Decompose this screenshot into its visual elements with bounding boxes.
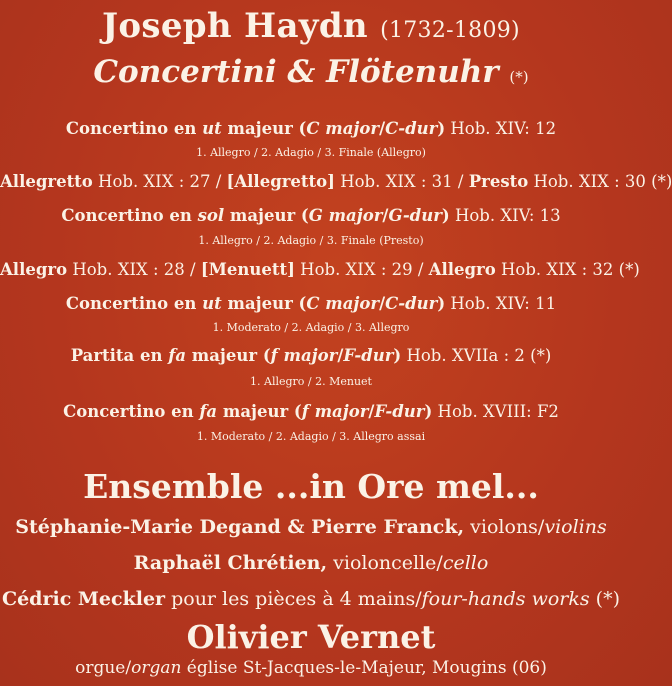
piece-title: Allegretto <box>0 172 93 191</box>
hoboken-number: Hob. XIX : 28 / <box>67 260 201 279</box>
work-title-cont: majeur ( <box>224 206 309 225</box>
work-title-cont: majeur ( <box>221 119 307 138</box>
work-title: Concertino en <box>65 294 203 313</box>
performer-role-en: four-hands works <box>421 588 590 610</box>
work-key-de: F-dur <box>343 346 394 365</box>
work-key-en: f major <box>270 346 338 365</box>
work-key-en: C major <box>306 119 380 138</box>
work-key: ut <box>202 119 222 138</box>
hoboken-number: Hob. XIX : 31 / <box>334 172 469 191</box>
work-key: sol <box>197 206 225 225</box>
separator: / <box>382 206 389 225</box>
work-key-de: C-dur <box>385 119 438 138</box>
hoboken-number: Hob. XIX : 29 / <box>294 260 429 279</box>
work-movements: 1. Allegro / 2. Menuet <box>250 375 372 388</box>
performer-four-hands <box>0 588 622 610</box>
composer-dates: (1732-1809) <box>380 18 520 43</box>
separator: / <box>368 402 375 421</box>
hoboken-number: Hob. XVIIa : 2 (*) <box>401 346 552 365</box>
work-key-en: f major <box>301 402 369 421</box>
performer-role-fr: violons/ <box>464 516 545 538</box>
work-title-cont: majeur ( <box>217 402 302 421</box>
work-concertino-fa-xviiif2 <box>0 402 622 421</box>
work-flotenuhr-xix27-31-30 <box>0 172 672 191</box>
work-key-de: G-dur <box>388 206 442 225</box>
piece-title: Allegro <box>428 260 496 279</box>
separator: / <box>337 346 344 365</box>
piece-title: Presto <box>468 172 529 191</box>
performer-role-fr: pour les pièces à 4 mains/ <box>165 588 422 610</box>
performer-cello <box>0 552 622 574</box>
album-title: Concertini & Flötenuhr <box>93 54 499 90</box>
work-key-de: C-dur <box>385 294 438 313</box>
work-title-cont: majeur ( <box>221 294 307 313</box>
work-key-en: G major <box>308 206 383 225</box>
organist-role-en: organ <box>131 658 182 678</box>
piece-title: [Allegretto] <box>226 172 335 191</box>
organist-role-fr: orgue/ <box>75 658 132 678</box>
hoboken-number: Hob. XIX : 27 / <box>92 172 227 191</box>
work-concertino-ut-xiv12 <box>0 119 622 138</box>
work-key-en: C major <box>306 294 380 313</box>
performer-name: Cédric Meckler <box>1 588 166 610</box>
composer-heading <box>0 6 622 46</box>
work-flotenuhr-xix28-29-32 <box>0 260 640 279</box>
work-title: Concertino en <box>65 119 203 138</box>
work-key: fa <box>168 346 187 365</box>
hoboken-number: Hob. XIX : 32 (*) <box>495 260 640 279</box>
piece-title: [Menuett] <box>200 260 295 279</box>
paren: ) <box>393 346 402 365</box>
performer-role-en: violins <box>544 516 607 538</box>
performer-mark: (*) <box>589 588 621 610</box>
organist-venue-line <box>0 658 622 678</box>
work-movements: 1. Allegro / 2. Adagio / 3. Finale (Presto) <box>198 234 424 247</box>
work-key-de: F-dur <box>374 402 425 421</box>
hoboken-number: Hob. XVIII: F2 <box>432 402 559 421</box>
work-concertino-sol-xiv13 <box>0 206 622 225</box>
album-title-mark: (*) <box>509 68 529 86</box>
paren: ) <box>441 206 450 225</box>
hoboken-number: Hob. XIV: 11 <box>445 294 557 313</box>
paren: ) <box>437 119 446 138</box>
work-key: ut <box>202 294 222 313</box>
performer-violins <box>0 516 622 538</box>
paren: ) <box>437 294 446 313</box>
work-title: Concertino en <box>61 206 198 225</box>
work-title: Concertino en <box>63 402 200 421</box>
hoboken-number: Hob. XIV: 12 <box>445 119 557 138</box>
performer-role-en: cello <box>442 552 489 574</box>
album-title-line <box>0 54 622 90</box>
work-title-cont: majeur ( <box>186 346 271 365</box>
work-key: fa <box>199 402 218 421</box>
performer-name: Raphaël Chrétien, <box>133 552 328 574</box>
work-movements: 1. Allegro / 2. Adagio / 3. Finale (Allegro) <box>196 146 426 159</box>
performer-role-fr: violoncelle/ <box>327 552 443 574</box>
work-partita-fa-xviia2 <box>0 346 622 365</box>
ensemble-name: Ensemble ...in Ore mel... <box>83 467 539 506</box>
paren: ) <box>424 402 433 421</box>
composer-name: Joseph Haydn <box>102 6 368 46</box>
piece-title: Allegro <box>0 260 68 279</box>
performer-name: Stéphanie-Marie Degand & Pierre Franck, <box>15 516 465 538</box>
organist-name: Olivier Vernet <box>186 618 436 656</box>
hoboken-number: Hob. XIX : 30 (*) <box>528 172 672 191</box>
separator: / <box>379 294 386 313</box>
hoboken-number: Hob. XIV: 13 <box>449 206 561 225</box>
work-movements: 1. Moderato / 2. Adagio / 3. Allegro assai <box>196 430 426 443</box>
work-movements: 1. Moderato / 2. Adagio / 3. Allegro <box>212 321 410 334</box>
organist-venue: église St-Jacques-le-Majeur, Mougins (06) <box>181 658 547 678</box>
separator: / <box>379 119 386 138</box>
work-concertino-ut-xiv11 <box>0 294 622 313</box>
work-title: Partita en <box>70 346 169 365</box>
